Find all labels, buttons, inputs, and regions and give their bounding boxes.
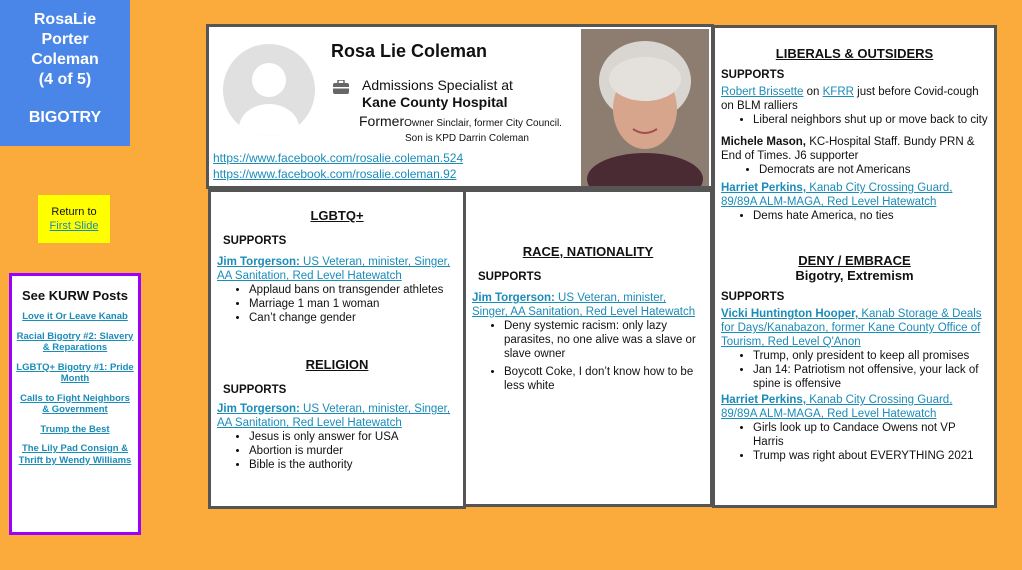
list-item: • Marriage 1 man 1 woman xyxy=(249,297,457,311)
list-item: • Bible is the authority xyxy=(249,458,457,472)
religion-body xyxy=(217,402,457,472)
profile-son: Son is KPD Darrin Coleman xyxy=(405,133,529,144)
liberals-title: LIBERALS & OUTSIDERS xyxy=(775,46,934,61)
former-label: Former xyxy=(359,113,405,129)
race-supports: SUPPORTS xyxy=(478,271,542,283)
list-item: • Jesus is only answer for USA xyxy=(249,430,457,444)
lgbtq-supports: SUPPORTS xyxy=(223,235,287,247)
posts-header: See KURW Posts xyxy=(22,288,128,303)
post-link-trump-the-best[interactable]: Trump the Best xyxy=(40,423,110,435)
list-item: • Democrats are not Americans xyxy=(759,163,988,177)
deny-title: DENY / EMBRACE xyxy=(798,253,911,268)
harriet-perkins-link[interactable]: Harriet Perkins, Kanab City Crossing Guard, 89/89A ALM-MAGA, Red Level Hatewatch xyxy=(721,394,953,420)
first-slide-link[interactable]: First Slide xyxy=(49,220,99,232)
religion-supports: SUPPORTS xyxy=(223,384,287,396)
religion-title: RELIGION xyxy=(305,357,369,372)
harriet-perkins-link[interactable]: Harriet Perkins, Kanab City Crossing Guard, 89/89A ALM-MAGA, Red Level Hatewatch xyxy=(721,182,953,208)
profile-card xyxy=(206,24,714,189)
profile-former xyxy=(359,113,562,129)
michele-entry: Michele Mason, KC-Hospital Staff. Bundy PRN & End of Times. J6 supporter xyxy=(721,136,975,162)
return-label: Return to xyxy=(51,206,97,218)
race-body xyxy=(472,291,704,393)
job-title: Admissions Specialist at xyxy=(362,77,513,93)
deny-supports: SUPPORTS xyxy=(721,291,785,303)
kfrr-link[interactable]: KFRR xyxy=(822,86,854,98)
jim-torgerson-link[interactable]: Jim Torgerson: US Veteran, minister, Singer, AA Sanitation, Red Level Hatewatch xyxy=(217,256,451,282)
briefcase-icon xyxy=(333,80,349,97)
slide-subtitle: BIGOTRY xyxy=(28,109,102,126)
post-link-lgbtq-bigotry[interactable]: LGBTQ+ Bigotry #1: Pride Month xyxy=(16,361,134,384)
post-link-racial-bigotry[interactable]: Racial Bigotry #2: Slavery & Reparations xyxy=(16,330,134,353)
list-item: • Girls look up to Candace Owens not VP Harris xyxy=(753,421,988,449)
post-link-lily-pad[interactable]: The Lily Pad Consign & Thrift by Wendy Williams xyxy=(18,443,132,466)
post-link-love-it-or-leave[interactable]: Love it Or Leave Kanab xyxy=(22,311,128,322)
slide-title-box xyxy=(0,0,130,146)
lgbtq-body xyxy=(217,255,457,325)
list-item: • Applaud bans on transgender athletes xyxy=(249,283,457,297)
lgbtq-title: LGBTQ+ xyxy=(310,208,364,223)
profile-name: Rosa Lie Coleman xyxy=(331,41,488,61)
list-item: • Trump was right about EVERYTHING 2021 xyxy=(753,449,988,463)
list-item: • Liberal neighbors shut up or move back to city xyxy=(753,113,988,127)
return-box xyxy=(38,195,110,243)
list-item: • Deny systemic racism: only lazy parasites, no one alive was a slave or slave owner xyxy=(504,319,704,361)
slide-title: RosaLie Porter Coleman (4 of 5) xyxy=(31,11,99,88)
lgbtq-panel xyxy=(208,189,466,509)
facebook-link-1[interactable]: https://www.facebook.com/rosalie.coleman.524 xyxy=(213,151,464,165)
list-item: • Abortion is murder xyxy=(249,444,457,458)
race-title: RACE, NATIONALITY xyxy=(522,244,654,259)
jim-torgerson-link[interactable]: Jim Torgerson: US Veteran, minister, Singer, AA Sanitation, Red Level Hatewatch xyxy=(217,403,451,429)
profile-photo xyxy=(581,29,709,186)
robert-brissette-link[interactable]: Robert Brissette xyxy=(721,86,804,98)
person-icon xyxy=(223,44,315,136)
liberals-supports: SUPPORTS xyxy=(721,69,785,81)
deny-subtitle: Bigotry, Extremism xyxy=(795,268,914,283)
liberals-panel xyxy=(712,25,997,508)
vicki-hooper-link[interactable]: Vicki Huntington Hooper, Kanab Storage & Deals for Days/Kanabazon, former Kane County Office of Tourism, Red Level Q'Anon xyxy=(721,308,982,348)
post-link-calls-to-fight[interactable]: Calls to Fight Neighbors & Government xyxy=(20,392,130,415)
list-item: • Boycott Coke, I don’t know how to be less white xyxy=(504,365,704,393)
race-panel xyxy=(463,189,713,507)
robert-entry: Robert Brissette on KFRR just before Covid-cough on BLM ralliers xyxy=(721,86,979,112)
facebook-link-2[interactable]: https://www.facebook.com/rosalie.coleman.92 xyxy=(213,167,457,181)
list-item: • Trump, only president to keep all promises xyxy=(753,349,988,363)
list-item: • Jan 14: Patriotism not offensive, your lack of spine is offensive xyxy=(753,363,988,391)
liberals-body xyxy=(721,85,988,223)
profile-job xyxy=(362,77,513,111)
jim-torgerson-link[interactable]: Jim Torgerson: US Veteran, minister, Singer, AA Sanitation, Red Level Hatewatch xyxy=(472,292,696,318)
kurw-posts-box xyxy=(9,273,141,535)
list-item: • Dems hate America, no ties xyxy=(753,209,988,223)
facebook-links xyxy=(213,150,463,182)
job-org: Kane County Hospital xyxy=(362,94,508,110)
list-item: • Can’t change gender xyxy=(249,311,457,325)
deny-body xyxy=(721,307,988,463)
former-detail: Owner Sinclair, former City Council. xyxy=(404,118,562,129)
